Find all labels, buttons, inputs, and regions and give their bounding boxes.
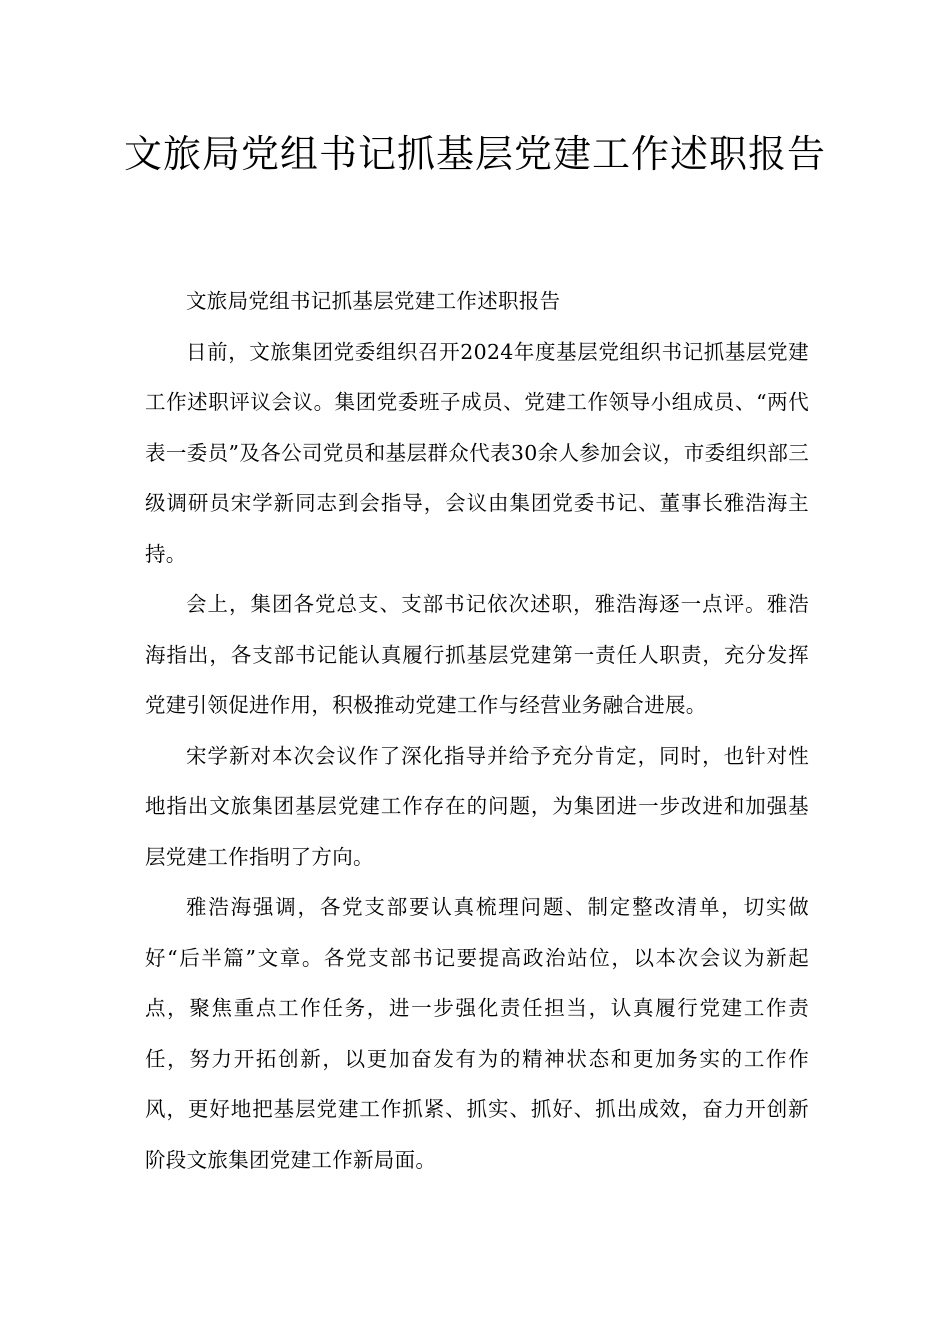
- body-paragraph: 日前，文旅集团党委组织召开2024年度基层党组织书记抓基层党建工作述职评议会议。集团党委班子成员、党建工作领导小组成员、“两代表一委员”及各公司党员和基层群众代表30余人参加会议，市委组织部三级调研员宋学新同志到会指导，会议由集团党委书记、董事长雅浩海主持。: [145, 339, 809, 566]
- body-paragraph: 雅浩海强调，各党支部要认真梳理问题、制定整改清单，切实做好“后半篇”文章。各党支部书记要提高政治站位，以本次会议为新起点，聚焦重点工作任务，进一步强化责任担当，认真履行党建工作责任，努力开拓创新，以更加奋发有为的精神状态和更加务实的工作作风，更好地把基层党建工作抓紧、抓实、抓好、抓出成效，奋力开创新阶段文旅集团党建工作新局面。: [145, 895, 809, 1172]
- subtitle-paragraph: 文旅局党组书记抓基层党建工作述职报告: [186, 289, 561, 313]
- body-paragraph: 宋学新对本次会议作了深化指导并给予充分肯定，同时，也针对性地指出文旅集团基层党建工作存在的问题，为集团进一步改进和加强基层党建工作指明了方向。: [145, 743, 809, 869]
- document-body: [145, 276, 809, 1185]
- document-title: 文旅局党组书记抓基层党建工作述职报告: [123, 132, 826, 176]
- body-paragraph: 会上，集团各党总支、支部书记依次述职，雅浩海逐一点评。雅浩海指出，各支部书记能认真履行抓基层党建第一责任人职责，充分发挥党建引领促进作用，积极推动党建工作与经营业务融合进展。: [145, 592, 809, 717]
